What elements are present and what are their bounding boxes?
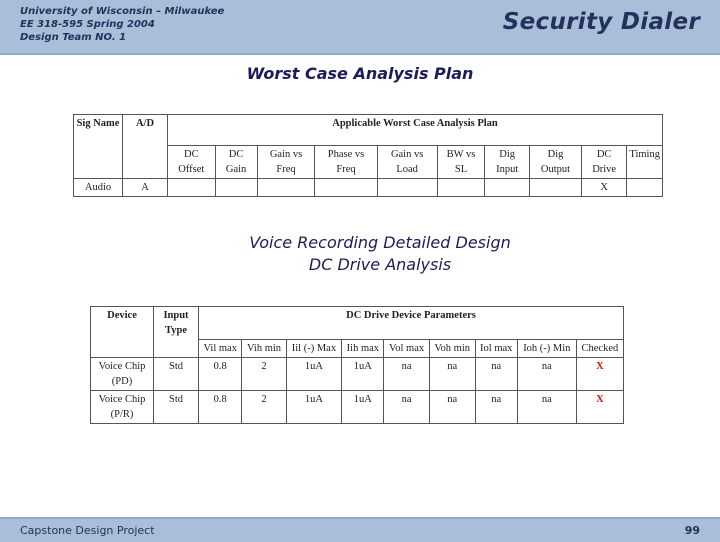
table-row	[91, 391, 624, 424]
col-header-ad: A/D	[123, 115, 168, 179]
header-university: University of Wisconsin – Milwaukee	[20, 6, 225, 17]
col-header: Checked	[576, 340, 623, 358]
table-row	[91, 358, 624, 391]
header-course: EE 318-595 Spring 2004	[20, 19, 155, 30]
col-header: Iol max	[475, 340, 517, 358]
slide-title: Security Dialer	[502, 9, 700, 35]
table-cell	[168, 179, 216, 197]
header-institution	[20, 5, 224, 44]
col-header: Dig Input	[485, 146, 530, 179]
cell-type: Std	[154, 391, 199, 424]
col-header: Dig Output	[530, 146, 582, 179]
col-header: Timing	[627, 146, 663, 179]
table-cell: 0.8	[199, 358, 242, 391]
col-header: Vih min	[242, 340, 286, 358]
col-header: Vil max	[199, 340, 242, 358]
table-cell: 1uA	[342, 358, 384, 391]
col-header: Gain vs Load	[377, 146, 437, 179]
col-header: DC Drive	[581, 146, 626, 179]
col-header-params: DC Drive Device Parameters	[199, 307, 624, 340]
table-cell	[215, 179, 257, 197]
col-header: Ioh (-) Min	[517, 340, 576, 358]
page-number: 99	[684, 524, 700, 537]
table-cell: na	[475, 358, 517, 391]
col-header: Vol max	[384, 340, 429, 358]
col-header: Gain vs Freq	[257, 146, 315, 179]
slide-header	[0, 0, 720, 55]
table-cell: 1uA	[342, 391, 384, 424]
cell-device: Voice Chip (P/R)	[91, 391, 154, 424]
table-cell: na	[384, 391, 429, 424]
table-row	[74, 179, 663, 197]
cell-type: Std	[154, 358, 199, 391]
header-team: Design Team NO. 1	[20, 32, 127, 43]
table-cell: 1uA	[286, 358, 342, 391]
cell-sig: Audio	[74, 179, 123, 197]
section-title-line2: DC Drive Analysis	[308, 255, 452, 274]
table-cell: 2	[242, 358, 286, 391]
table-row	[91, 307, 624, 340]
dc-drive-table	[90, 306, 624, 424]
section-title-dc-drive	[0, 232, 720, 276]
table-row	[74, 115, 663, 146]
table-cell	[627, 179, 663, 197]
table-cell	[485, 179, 530, 197]
col-header-plan: Applicable Worst Case Analysis Plan	[168, 115, 663, 146]
slide-footer	[0, 517, 720, 542]
col-header-sig-name: Sig Name	[74, 115, 123, 179]
col-header: Voh min	[429, 340, 475, 358]
table-cell: 0.8	[199, 391, 242, 424]
table-cell: na	[475, 391, 517, 424]
table-cell	[437, 179, 485, 197]
col-header: BW vs SL	[437, 146, 485, 179]
checked-mark: X	[576, 391, 623, 424]
col-header-input-type: Input Type	[154, 307, 199, 358]
table-cell: X	[581, 179, 626, 197]
table-cell	[257, 179, 315, 197]
col-header-device: Device	[91, 307, 154, 358]
table-cell	[377, 179, 437, 197]
table-cell: na	[429, 358, 475, 391]
table-cell: na	[429, 391, 475, 424]
table-cell: 2	[242, 391, 286, 424]
col-header: Phase vs Freq	[315, 146, 377, 179]
table-cell	[315, 179, 377, 197]
section-title-wca: Worst Case Analysis Plan	[246, 64, 474, 83]
table-cell: na	[384, 358, 429, 391]
footer-project: Capstone Design Project	[20, 524, 155, 537]
col-header: DC Offset	[168, 146, 216, 179]
checked-mark: X	[576, 358, 623, 391]
worst-case-analysis-table	[73, 114, 663, 197]
table-cell: na	[517, 391, 576, 424]
col-header: Iih max	[342, 340, 384, 358]
cell-ad: A	[123, 179, 168, 197]
col-header: DC Gain	[215, 146, 257, 179]
col-header: Iil (-) Max	[286, 340, 342, 358]
table-cell	[530, 179, 582, 197]
table-cell: 1uA	[286, 391, 342, 424]
cell-device: Voice Chip (PD)	[91, 358, 154, 391]
section-title-line1: Voice Recording Detailed Design	[249, 233, 511, 252]
table-cell: na	[517, 358, 576, 391]
